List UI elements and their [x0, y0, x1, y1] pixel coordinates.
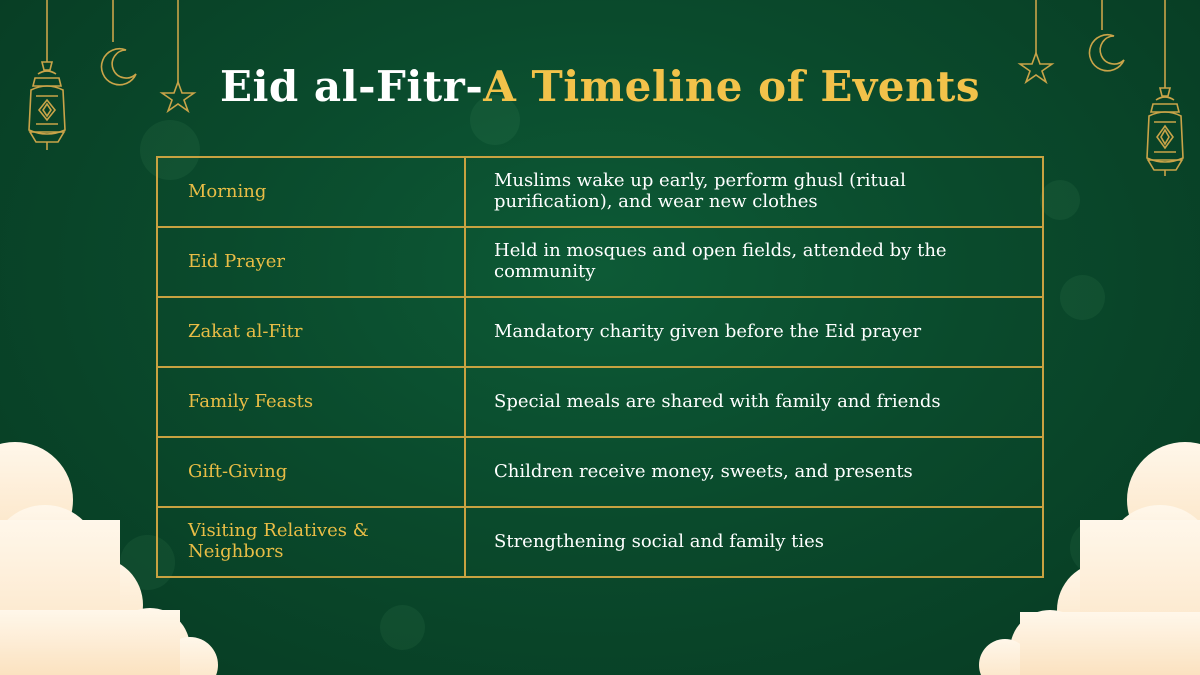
event-name: Gift-Giving — [157, 437, 465, 507]
event-description: Mandatory charity given before the Eid prayer — [465, 297, 1043, 367]
bokeh-light — [1040, 180, 1080, 220]
event-description: Strengthening social and family ties — [465, 507, 1043, 577]
event-name: Visiting Relatives & Neighbors — [157, 507, 465, 577]
event-name: Zakat al-Fitr — [157, 297, 465, 367]
table-row — [157, 367, 1043, 437]
event-description: Children receive money, sweets, and presents — [465, 437, 1043, 507]
timeline-table — [156, 156, 1044, 578]
table-row — [157, 227, 1043, 297]
table-row — [157, 297, 1043, 367]
event-description: Special meals are shared with family and friends — [465, 367, 1043, 437]
event-name: Morning — [157, 157, 465, 227]
crescent-moon-icon — [1090, 0, 1124, 71]
event-name: Eid Prayer — [157, 227, 465, 297]
table-row — [157, 157, 1043, 227]
event-name: Family Feasts — [157, 367, 465, 437]
page-title — [0, 62, 1200, 111]
bokeh-light — [1070, 520, 1125, 575]
bokeh-light — [380, 605, 425, 650]
event-description: Muslims wake up early, perform ghusl (ritual purification), and wear new clothes — [465, 157, 1043, 227]
event-description: Held in mosques and open fields, attended by the community — [465, 227, 1043, 297]
table-row — [157, 437, 1043, 507]
table-row — [157, 507, 1043, 577]
title-part-white: Eid al-Fitr- — [219, 62, 484, 111]
bokeh-light — [1060, 275, 1105, 320]
title-part-gold: A Timeline of Events — [483, 62, 981, 111]
